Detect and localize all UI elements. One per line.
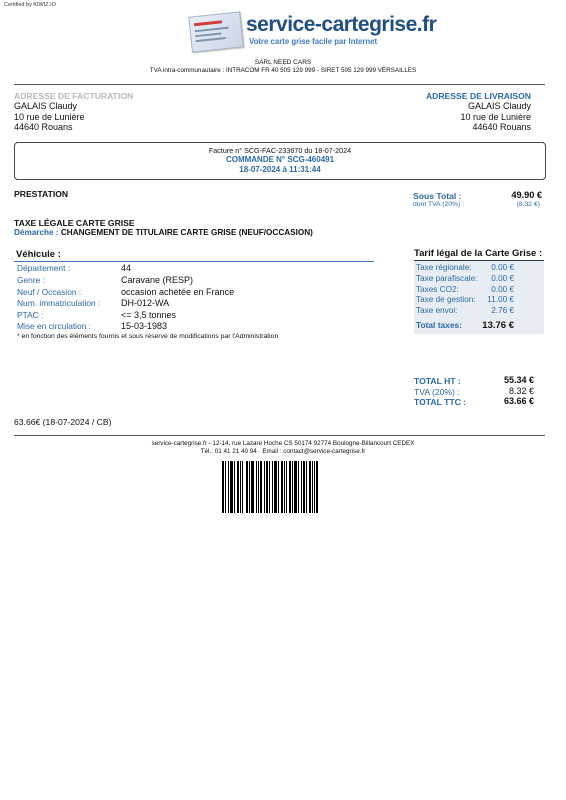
divider-footer bbox=[14, 435, 545, 436]
tax-title: TAXE LÉGALE CARTE GRISE bbox=[14, 218, 135, 228]
certified-label: Certified by KIWIZ.IO bbox=[4, 2, 56, 8]
tarif-value: 2.76 € bbox=[491, 306, 514, 315]
vehicle-value: 15-03-1983 bbox=[121, 321, 168, 331]
company-tax-line: TVA intra-communautaire : INTRACOM FR 40 505 129 999 - SIRET 505 129 999 VERSAILLES bbox=[149, 67, 417, 74]
vehicle-label: PTAC : bbox=[17, 310, 44, 320]
prestation-heading: PRESTATION bbox=[14, 189, 69, 199]
billing-street: 10 rue de Lunière bbox=[14, 111, 85, 122]
vehicle-value: occasion achetée en France bbox=[121, 287, 235, 297]
billing-name: GALAIS Claudy bbox=[14, 101, 78, 111]
delivery-address bbox=[460, 101, 531, 133]
demarche-value: CHANGEMENT DE TITULAIRE CARTE GRISE (NEUF/OCCASION) bbox=[60, 228, 313, 237]
vehicle-row bbox=[17, 298, 100, 308]
tarif-value: 11.00 € bbox=[487, 295, 514, 304]
vehicle-value: 44 bbox=[121, 263, 132, 273]
order-datetime: 18-07-2024 à 11:31:44 bbox=[239, 165, 321, 174]
vehicle-label: Num. immatriculation : bbox=[17, 298, 101, 308]
tva-label: TVA (20%) : bbox=[414, 387, 460, 397]
total-ttc-label: TOTAL TTC : bbox=[414, 397, 467, 407]
tva-value: 8.32 € bbox=[508, 386, 534, 396]
tarif-label: Taxe régionale: bbox=[416, 263, 472, 272]
payment-line: 63.66€ (18-07-2024 / CB) bbox=[14, 417, 112, 427]
company-name: SARL NEED CARS bbox=[254, 59, 312, 66]
tarif-heading: Tarif légal de la Carte Grise : bbox=[414, 248, 543, 259]
vehicle-label: Département : bbox=[17, 263, 71, 273]
subtotal-vat-label: dont TVA (20%) : bbox=[413, 201, 465, 208]
vehicle-note: * en fonction des éléments fournis et sous réserve de modifications par l'Administration bbox=[17, 333, 279, 340]
delivery-name: GALAIS Claudy bbox=[467, 101, 531, 111]
tarif-value: 0.00 € bbox=[491, 263, 514, 272]
tarif-label: Taxe envoi: bbox=[416, 306, 458, 315]
demarche-line bbox=[14, 228, 313, 237]
order-number: COMMANDE N° SCG-460491 bbox=[225, 155, 335, 164]
vehicle-heading: Véhicule : bbox=[14, 249, 374, 262]
vehicle-row bbox=[17, 310, 43, 320]
subtotal-label: Sous Total : bbox=[413, 191, 462, 201]
invoice-number: Facture n° SCG-FAC-233670 du 18-07-2024 bbox=[208, 146, 352, 155]
vehicle-row bbox=[17, 287, 81, 297]
total-ht-value: 55.34 € bbox=[503, 375, 534, 385]
vehicle-row bbox=[17, 263, 70, 273]
tarif-label: Taxes CO2: bbox=[416, 285, 459, 294]
barcode-icon bbox=[222, 461, 336, 513]
registration-card-logo-icon bbox=[188, 11, 243, 52]
total-ttc-value: 63.66 € bbox=[503, 396, 534, 406]
vehicle-row bbox=[17, 275, 45, 285]
billing-address bbox=[14, 101, 85, 133]
delivery-heading: ADRESSE DE LIVRAISON bbox=[425, 91, 531, 101]
tarif-value: 0.00 € bbox=[491, 285, 514, 294]
vehicle-label: Mise en circulation : bbox=[17, 321, 92, 331]
vehicle-label: Genre : bbox=[17, 275, 45, 285]
vehicle-value: <= 3,5 tonnes bbox=[121, 310, 177, 320]
divider-top bbox=[14, 84, 545, 85]
tarif-total-label: Total taxes: bbox=[416, 320, 462, 330]
logo-title: service-cartegrise.fr bbox=[246, 13, 437, 36]
tarif-value: 0.00 € bbox=[491, 274, 514, 283]
billing-city: 44640 Rouans bbox=[14, 122, 73, 132]
billing-heading: ADRESSE DE FACTURATION bbox=[14, 91, 134, 101]
delivery-street: 10 rue de Lunière bbox=[460, 111, 531, 122]
vehicle-value: DH-012-WA bbox=[121, 298, 170, 308]
subtotal-vat-value: (8.32 €) bbox=[516, 201, 540, 208]
demarche-label: Démarche : bbox=[14, 228, 59, 237]
total-ht-label: TOTAL HT : bbox=[414, 376, 461, 386]
vehicle-label: Neuf / Occasion : bbox=[17, 287, 82, 297]
logo-subtitle: Votre carte grise facile par Internet bbox=[249, 37, 378, 46]
delivery-city: 44640 Rouans bbox=[472, 122, 531, 132]
footer-contact: Tél.: 01 41 21 40 94 · Email : contact@service-cartegrise.fr bbox=[200, 448, 366, 455]
subtotal-value: 49.90 € bbox=[511, 190, 542, 200]
vehicle-row bbox=[17, 321, 91, 331]
invoice-box bbox=[14, 142, 546, 180]
vehicle-value: Caravane (RESP) bbox=[121, 275, 194, 285]
tarif-label: Taxe de gestion: bbox=[416, 295, 476, 304]
tarif-total-value: 13.76 € bbox=[482, 320, 514, 331]
footer-address: service-cartegrise.fr - 12-14, rue Lazare Hoche CS 50174 92774 Boulogne-Billancourt CEDEX bbox=[151, 440, 415, 447]
tarif-label: Taxe parafiscale: bbox=[416, 274, 478, 283]
